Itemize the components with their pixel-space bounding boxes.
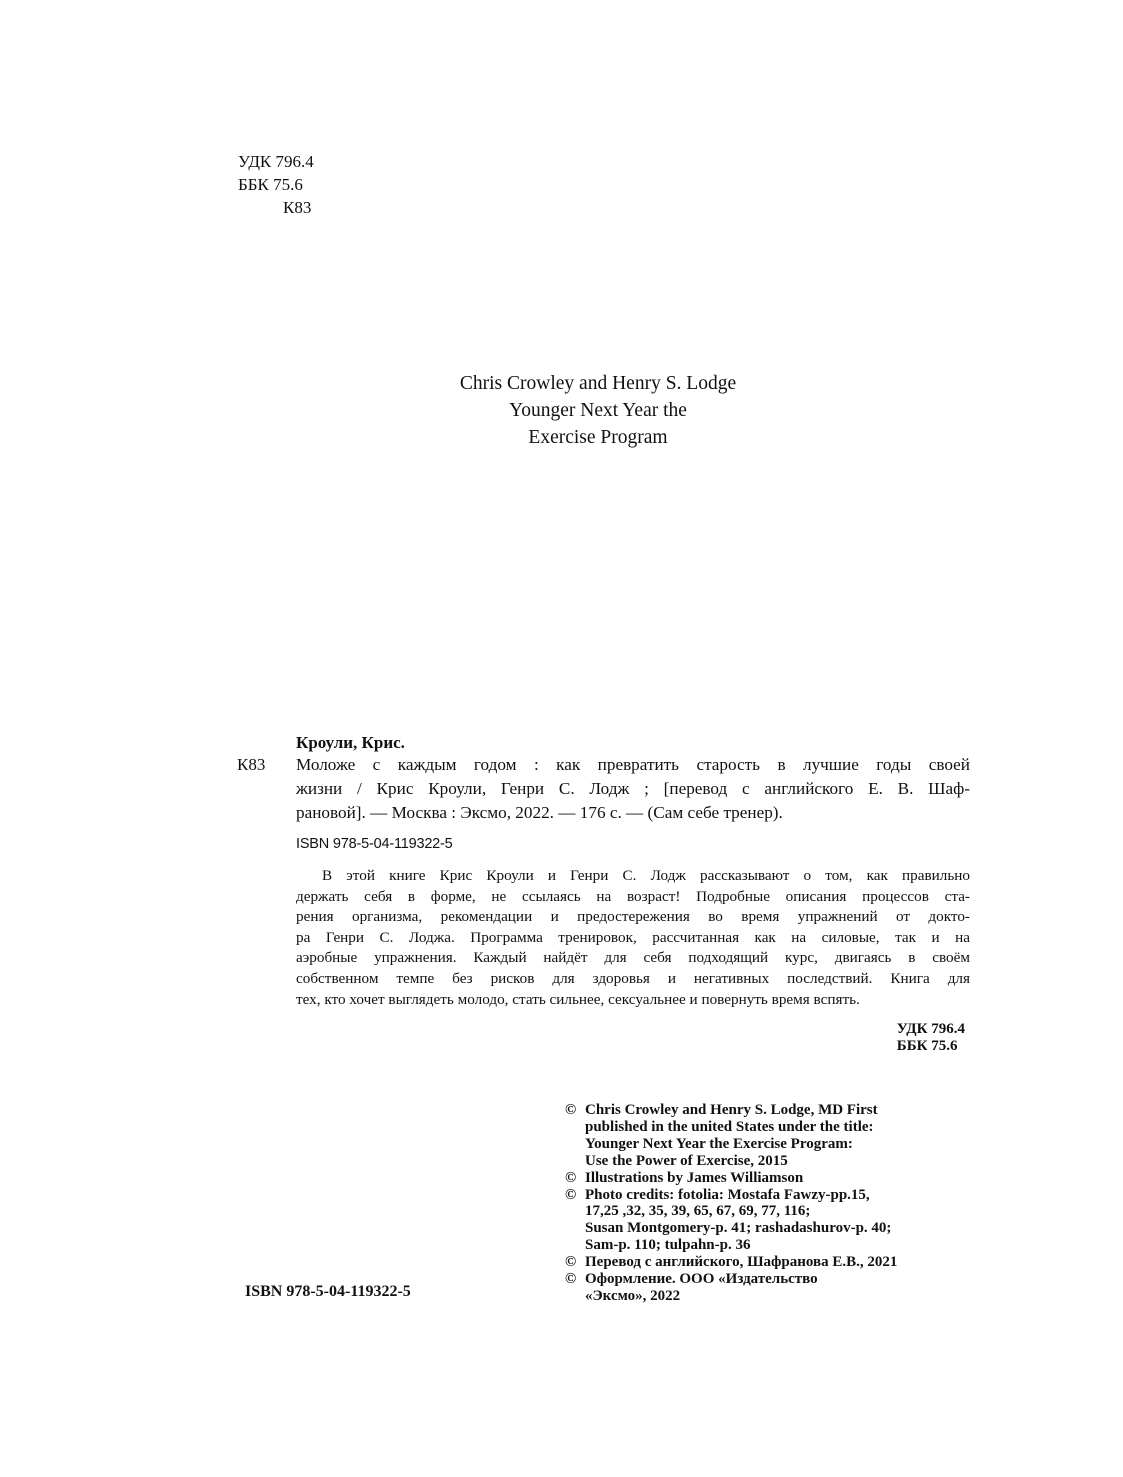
copyright-symbol: © <box>565 1169 577 1186</box>
copyright-symbol: © <box>565 1254 577 1271</box>
annotation-line: рения организма, рекомендации и предостережения во время упражнений от докто- <box>296 908 970 926</box>
copyright-item <box>565 1170 897 1187</box>
original-title-block <box>298 370 898 451</box>
copyright-line: Use the Power of Exercise, 2015 <box>585 1152 788 1169</box>
copyright-line: Illustrations by James Williamson <box>585 1169 804 1186</box>
copyright-line: Younger Next Year the Exercise Program: <box>585 1135 853 1152</box>
catalog-classification-block <box>897 1021 965 1055</box>
copyright-line: Susan Montgomery-p. 41; rashadashurov-p. 40; <box>585 1220 892 1237</box>
copyright-text <box>585 1170 803 1187</box>
original-title-line-2: Younger Next Year the <box>509 400 687 421</box>
catalog-udk: УДК 796.4 <box>896 1021 965 1037</box>
catalog-description-line: Моложе с каждым годом : как превратить старость в лучшие годы своей <box>296 755 970 774</box>
annotation-line: ра Генри С. Лоджа. Программа тренировок, рассчитанная как на силовые, так и на <box>296 928 970 946</box>
copyright-text <box>585 1271 818 1305</box>
copyright-symbol: © <box>565 1186 577 1203</box>
copyright-line: Photo credits: fotolia: Mostafa Fawzy-pp.15, <box>585 1186 870 1203</box>
catalog-description-line: рановой]. — Москва : Эксмо, 2022. — 176 с. — (Сам себе тренер). <box>296 803 783 822</box>
copyright-notices <box>565 1102 897 1305</box>
copyright-line: published in the united States under the title: <box>585 1118 874 1135</box>
copyright-line: Перевод с английского, Шафранова Е.В., 2021 <box>585 1254 898 1271</box>
copyright-line: Chris Crowley and Henry S. Lodge, MD First <box>585 1102 878 1118</box>
copyright-item <box>565 1102 897 1170</box>
annotation-paragraph <box>296 866 970 1010</box>
copyright-symbol: © <box>565 1102 577 1118</box>
bbk-index: ББК 75.6 <box>238 175 303 194</box>
catalog-description-line: жизни / Крис Кроули, Генри С. Лодж ; [перевод с английского Е. В. Шаф- <box>296 779 970 798</box>
catalog-author-mark: К83 <box>237 755 266 774</box>
annotation-line: В этой книге Крис Кроули и Генри С. Лодж рассказывают о том, как правильно <box>322 867 970 884</box>
copyright-item <box>565 1187 897 1255</box>
author-mark: К83 <box>283 198 312 217</box>
original-title-line-1: Chris Crowley and Henry S. Lodge <box>459 373 737 394</box>
copyright-line: Sam-p. 110; tulpahn-p. 36 <box>585 1237 751 1254</box>
annotation-line: собственном темпе без рисков для здоровья и негативных последствий. Книга для <box>296 969 970 987</box>
catalog-author-heading: Кроули, Крис. <box>296 733 405 752</box>
copyright-line: «Эксмо», 2022 <box>585 1287 681 1304</box>
annotation-line: тех, кто хочет выглядеть молодо, стать сильнее, сексуальнее и повернуть время вспять. <box>296 990 860 1008</box>
original-title-line-3: Exercise Program <box>528 427 668 448</box>
copyright-item <box>565 1254 897 1271</box>
annotation-line: держать себя в форме, не ссылаясь на возраст! Подробные описания процессов ста- <box>296 887 970 905</box>
catalog-description <box>296 753 970 825</box>
copyright-line: 17,25 ,32, 35, 39, 65, 67, 69, 77, 116; <box>585 1203 811 1220</box>
copyright-text <box>585 1102 878 1170</box>
udk-index: УДК 796.4 <box>238 152 314 171</box>
catalog-bbk: ББК 75.6 <box>896 1038 958 1054</box>
copyright-symbol: © <box>565 1271 577 1288</box>
copyright-text <box>585 1187 891 1255</box>
copyright-item <box>565 1271 897 1305</box>
catalog-isbn: ISBN 978-5-04-119322-5 <box>296 836 453 852</box>
isbn-bottom: ISBN 978-5-04-119322-5 <box>245 1283 411 1300</box>
copyright-line: Оформление. ООО «Издательство <box>585 1271 818 1288</box>
copyright-text <box>585 1254 897 1271</box>
annotation-line: аэробные упражнения. Каждый найдёт для себя подходящий курс, двигаясь в своём <box>296 949 970 967</box>
